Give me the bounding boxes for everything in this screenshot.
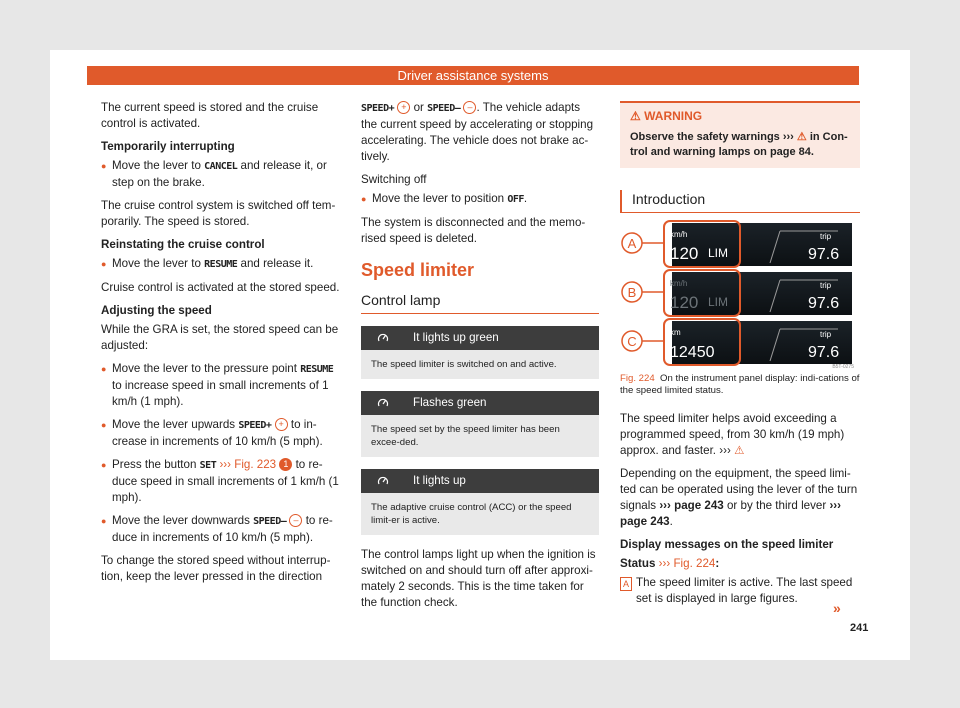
svg-text:97.6: 97.6 [808, 295, 840, 312]
lamp-row-header: It lights up [361, 469, 599, 493]
svg-text:120: 120 [670, 293, 699, 312]
svg-text:B: B [627, 285, 637, 300]
figure-caption: Fig. 224 On the instrument panel display: indi-cations of the speed limited status. [620, 373, 860, 396]
minus-icon: – [463, 101, 476, 114]
list-item: ● Move the lever to the pressure point RESUME to increase speed in small increments of 1 km/h (1 mph). [101, 361, 341, 410]
column-1 [101, 100, 341, 592]
plus-icon: + [275, 418, 288, 431]
warning-body: Observe the safety warnings ››› ⚠ in Con-trol and warning lamps on page 84. [630, 131, 848, 158]
instrument-display-figure [620, 219, 858, 369]
lamp-row-header: It lights up green [361, 326, 599, 350]
list-item: ● Move the lever to RESUME and release it. [101, 256, 341, 273]
page-number: 241 [850, 622, 869, 634]
paragraph: To change the stored speed without interrup-tion, keep the lever pressed in the direction [101, 554, 331, 583]
warning-triangle-icon: ⚠ [630, 109, 641, 123]
svg-text:B5T-0275: B5T-0275 [832, 364, 854, 369]
minus-icon: – [289, 514, 302, 527]
speed-limiter-lamp-icon [377, 475, 389, 487]
warning-triangle-icon: ⚠ [796, 131, 807, 143]
svg-text:km: km [670, 328, 681, 337]
svg-text:C: C [627, 334, 637, 349]
instrument-display-illustration [620, 219, 858, 369]
heading-reinstating: Reinstating the cruise control [101, 238, 265, 251]
introduction-heading: Introduction [620, 190, 860, 213]
display-row-a [622, 221, 852, 267]
svg-text:LIM: LIM [708, 246, 729, 260]
paragraph: The control lamps light up when the ignition is switched on and should turn off after approxi-mately 2 seconds. This is the time taken for the function check. [361, 548, 596, 609]
display-row-c [622, 319, 852, 365]
svg-text:120: 120 [670, 244, 699, 263]
list-item: ● Move the lever downwards SPEED– – to re-duce in increments of 10 km/h (5 mph). [101, 513, 341, 546]
svg-text:trip: trip [820, 232, 832, 241]
svg-text:97.6: 97.6 [808, 344, 840, 361]
paragraph: Depending on the equipment, the speed limi-ted can be operated using the lever of the turn signals ››› page 243 or by the third lever ››› page 243. [620, 467, 858, 528]
speed-limiter-lamp-icon [377, 332, 389, 344]
list-item: ● Press the button SET ››› Fig. 223 1 to re-duce speed in small increments of 1 km/h (1 mph). [101, 457, 341, 506]
svg-text:km/h: km/h [670, 230, 688, 239]
lamp-row-description: The speed set by the speed limiter has been excee-ded. [361, 415, 599, 457]
chapter-header: Driver assistance systems [87, 66, 859, 85]
figure-link[interactable]: ››› Fig. 223 [216, 458, 280, 471]
svg-text:km/h: km/h [670, 279, 688, 288]
warning-box [620, 101, 860, 168]
paragraph: The cruise control system is switched off tem-porarily. The speed is stored. [101, 199, 336, 228]
continued-indicator: » [833, 600, 841, 616]
heading-switching-off: Switching off [361, 173, 427, 186]
list-item: ● Move the lever to position OFF. [361, 191, 599, 208]
section-title: Speed limiter [361, 260, 475, 280]
lamp-row-description: The speed limiter is switched on and active. [361, 350, 599, 379]
paragraph: SPEED+ + or SPEED– – . The vehicle adapts the current speed by accelerating or stopping accelerating. The vehicle does not brake ac-tively. [361, 101, 594, 163]
list-item: ● Move the lever to CANCEL and release it, or step on the brake. [101, 158, 341, 191]
list-item: A The speed limiter is active. The last speed set is displayed in large figures. [620, 575, 860, 607]
lamp-row-description: The adaptive cruise control (ACC) or the speed limit-er is active. [361, 493, 599, 535]
speed-limiter-lamp-icon [377, 397, 389, 409]
item-letter-badge: A [620, 577, 632, 591]
plus-icon: + [397, 101, 410, 114]
status-line: Status ››› Fig. 224: [620, 557, 720, 570]
figure-link[interactable]: ››› Fig. 224 [658, 557, 716, 570]
svg-text:A: A [627, 236, 637, 251]
paragraph: Cruise control is activated at the stored speed. [101, 281, 340, 294]
svg-text:97.6: 97.6 [808, 246, 840, 263]
heading-temporarily-interrupting: Temporarily interrupting [101, 140, 235, 153]
paragraph: The speed limiter helps avoid exceeding a programmed speed, from 30 km/h (19 mph) approx. and faster. ››› ⚠ [620, 412, 845, 457]
subsection-title: Control lamp [361, 291, 599, 314]
page-link[interactable]: ››› page 243 [620, 499, 842, 528]
lamp-table [361, 326, 599, 535]
column-2 [361, 100, 599, 618]
paragraph: The system is disconnected and the memo-rised speed is deleted. [361, 216, 586, 245]
svg-text:LIM: LIM [708, 295, 729, 309]
callout-number-icon: 1 [279, 458, 292, 471]
page-link[interactable]: ››› page 243 [659, 499, 724, 512]
paragraph: While the GRA is set, the stored speed can be adjusted: [101, 323, 339, 352]
list-item: ● Move the lever upwards SPEED+ + to in-crease in increments of 10 km/h (5 mph). [101, 417, 341, 450]
heading-adjusting-speed: Adjusting the speed [101, 304, 212, 317]
warning-triangle-icon: ⚠ [734, 444, 745, 457]
warning-title: ⚠ WARNING [630, 109, 703, 123]
lamp-row-header: Flashes green [361, 391, 599, 415]
svg-text:trip: trip [820, 281, 832, 290]
display-row-b [622, 270, 852, 316]
svg-text:trip: trip [820, 330, 832, 339]
svg-text:12450: 12450 [670, 344, 715, 361]
column-3 [620, 101, 860, 607]
heading-display-messages: Display messages on the speed limiter [620, 538, 834, 551]
paragraph: The current speed is stored and the cruise control is activated. [101, 101, 319, 130]
